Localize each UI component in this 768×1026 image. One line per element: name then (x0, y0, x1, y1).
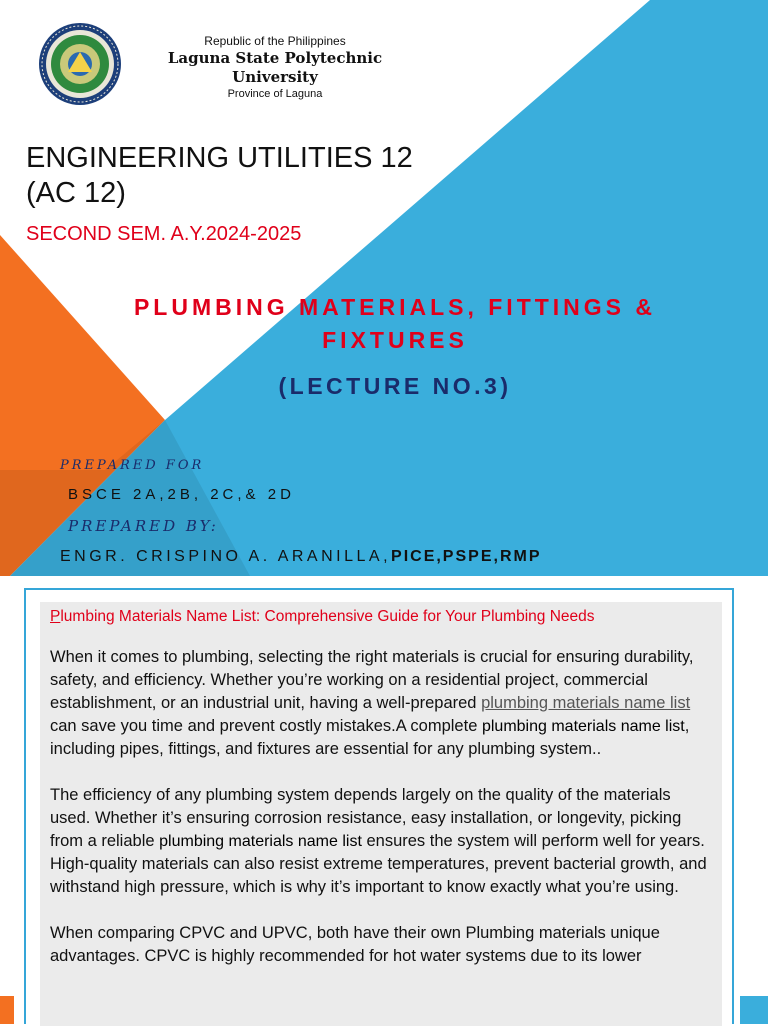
author-credentials: PICE,PSPE,RMP (391, 548, 542, 565)
prepared-for-value: BSCE 2A,2B, 2C,& 2D (68, 486, 295, 503)
university-header (130, 34, 420, 101)
author-name: ENGR. CRISPINO A. ARANILLA, (60, 548, 392, 565)
university-seal (38, 22, 122, 106)
article-title (50, 606, 712, 628)
paragraph-2 (50, 784, 712, 899)
semester-text: SECOND SEM. A.Y.2024-2025 (26, 223, 302, 245)
article-body (40, 602, 722, 1026)
article-card (24, 588, 734, 1024)
orange-accent (0, 996, 14, 1024)
p1-bold: plumbing materials name list (481, 718, 685, 735)
plumbing-list-link[interactable]: plumbing materials name list (481, 694, 691, 712)
province-text: Province of Laguna (227, 88, 323, 100)
paragraph-1 (50, 646, 712, 761)
article-title-initial: P (50, 608, 61, 625)
paragraph-3: When comparing CPVC and UPVC, both have their own Plumbing materials unique advantages. CPVC is highly recommended for hot water systems due to its lower (50, 924, 660, 965)
university-name: Laguna State Polytechnic University (167, 49, 383, 86)
prepared-for-label: PREPARED FOR (60, 458, 205, 473)
p2-bold: plumbing materials name list (159, 833, 362, 850)
prepared-by-label: PREPARED BY: (68, 517, 219, 535)
prepared-by-name (60, 548, 542, 566)
lecture-number: (LECTURE NO.3) (278, 373, 512, 399)
article-title-rest: lumbing Materials Name List: Comprehensive Guide for Your Plumbing Needs (60, 608, 595, 625)
p1-text-b: can save you time and prevent costly mistakes.A complete (50, 717, 482, 735)
course-title (26, 141, 413, 211)
p1-text-a: When it comes to plumbing, selecting the right materials is crucial for ensuring durability, safety, and efficiency. Whether you’re working on a residential project, commercial establishment, or an industrial unit, having a well-prepared (50, 648, 694, 712)
topic-heading (60, 291, 730, 357)
course-title-line1: ENGINEERING UTILITIES 12 (26, 142, 413, 174)
topic-line2: FIXTURES (322, 327, 468, 353)
topic-line1: PLUMBING MATERIALS, FITTINGS & (133, 294, 657, 320)
p2-text-a: The efficiency of any plumbing system depends largely on the quality of the materials used. Whether it’s ensuring corrosion resistance, easy installation, or longevity, picking from a reliable (50, 786, 682, 850)
p1-text-c: , including pipes, fittings, and fixtures are essential for any plumbing system.. (50, 717, 690, 758)
p2-text-b: ensures the system will perform well for years. High-quality materials can also resist extreme temperatures, prevent bacterial growth, and withstand high pressure, which is why it’s important to know exactly what you’re using. (50, 832, 707, 896)
blue-accent (740, 996, 768, 1024)
course-title-line2: (AC 12) (26, 177, 126, 209)
republic-text: Republic of the Philippines (204, 34, 346, 48)
